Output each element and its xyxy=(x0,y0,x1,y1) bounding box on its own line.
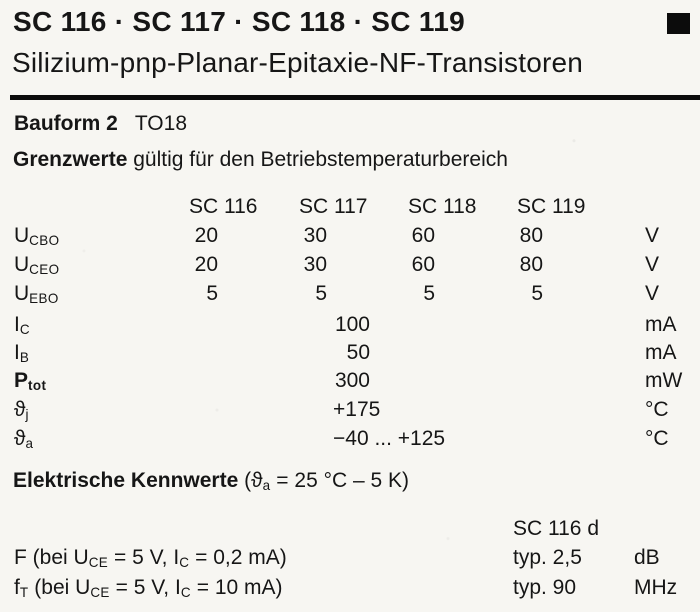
param-subscript: C xyxy=(19,321,30,337)
kennwerte-value: typ. 90 xyxy=(513,576,577,599)
table-row-theta-a xyxy=(0,427,700,451)
value-sc117: 5 xyxy=(315,282,327,305)
kennwerte-condition: (ϑa = 25 °C – 5 K) xyxy=(238,469,410,493)
kennwerte-param-label: fT (bei UCE = 5 V, IC = 10 mA) xyxy=(14,576,283,600)
unit-label: °C xyxy=(645,427,669,450)
bauform-line xyxy=(14,111,187,136)
unit-label: V xyxy=(645,224,660,247)
param-label: UEBO xyxy=(14,282,59,306)
table-row-ib xyxy=(0,341,700,365)
value-sc118: 60 xyxy=(411,224,435,247)
param-subscript: EBO xyxy=(29,290,59,306)
package-label: TO18 xyxy=(134,112,188,135)
unit-label: mW xyxy=(645,369,683,392)
table-row-uceo xyxy=(0,253,700,277)
value-sc118: 60 xyxy=(411,253,435,276)
unit-label: V xyxy=(645,282,660,305)
column-header-sc119: SC 119 xyxy=(517,195,586,218)
value-sc119: 80 xyxy=(519,253,543,276)
kennwerte-unit: MHz xyxy=(634,576,678,599)
table-row-ptot xyxy=(0,369,700,393)
value-sc117: 30 xyxy=(303,253,327,276)
param-subscript: CBO xyxy=(29,232,60,248)
param-subscript: a xyxy=(25,435,34,451)
value-sc117: 30 xyxy=(303,224,327,247)
param-label: ϑj xyxy=(14,398,29,422)
kennwerte-value: typ. 2,5 xyxy=(513,546,582,569)
value-all-types: 300 xyxy=(334,369,370,392)
param-label: UCBO xyxy=(14,224,60,248)
kennwerte-param-label: F (bei UCE = 5 V, IC = 0,2 mA) xyxy=(14,546,287,570)
param-label: UCEO xyxy=(14,253,60,277)
value-sc116: 20 xyxy=(194,224,218,247)
value-all-types: 50 xyxy=(346,341,370,364)
table-row-ucbo xyxy=(0,224,700,248)
value-all-types: 100 xyxy=(334,313,370,336)
divider-rule xyxy=(10,95,700,100)
value-sc118: 5 xyxy=(423,282,435,305)
theta-subscript: a xyxy=(262,477,271,493)
kennwerte-heading xyxy=(13,468,409,495)
grenzwerte-heading xyxy=(13,147,508,172)
value-sc116: 20 xyxy=(194,253,218,276)
table-row-ic xyxy=(0,313,700,337)
column-header-sc118: SC 118 xyxy=(408,195,477,218)
grenzwerte-heading-rest: gültig für den Betriebstemperaturbereich xyxy=(127,148,508,171)
param-label: IC xyxy=(14,313,30,337)
grenzwerte-heading-bold: Grenzwerte xyxy=(13,148,128,171)
param-label: Ptot xyxy=(14,369,47,393)
value-all-types: +175 xyxy=(333,398,381,421)
param-label: ϑa xyxy=(14,427,34,451)
corner-marker-square xyxy=(667,13,690,34)
value-sc119: 5 xyxy=(531,282,543,305)
column-header-sc116: SC 116 xyxy=(189,195,258,218)
param-subscript: B xyxy=(19,349,30,365)
table-header-row xyxy=(0,195,700,219)
kennwerte-unit: dB xyxy=(634,546,660,569)
unit-label: mA xyxy=(645,341,677,364)
unit-label: V xyxy=(645,253,660,276)
param-subscript: CEO xyxy=(29,261,60,277)
page-subtitle: Silizium-pnp-Planar-Epitaxie-NF-Transistoren xyxy=(12,47,584,78)
value-all-types: −40 ... +125 xyxy=(333,427,446,450)
kennwerte-heading-bold: Elektrische Kennwerte xyxy=(13,469,239,492)
param-subscript: j xyxy=(25,406,29,422)
param-label: IB xyxy=(14,341,30,365)
bauform-label: Bauform 2 xyxy=(14,112,118,135)
kennwerte-column-header: SC 116 d xyxy=(513,517,599,540)
unit-label: mA xyxy=(645,313,677,336)
column-header-sc117: SC 117 xyxy=(299,195,368,218)
table-row-theta-j xyxy=(0,398,700,422)
page-title: SC 116 · SC 117 · SC 118 · SC 119 xyxy=(13,6,465,37)
table-row-uebo xyxy=(0,282,700,306)
param-subscript: tot xyxy=(28,377,47,393)
value-sc116: 5 xyxy=(206,282,218,305)
unit-label: °C xyxy=(645,398,669,421)
value-sc119: 80 xyxy=(519,224,543,247)
